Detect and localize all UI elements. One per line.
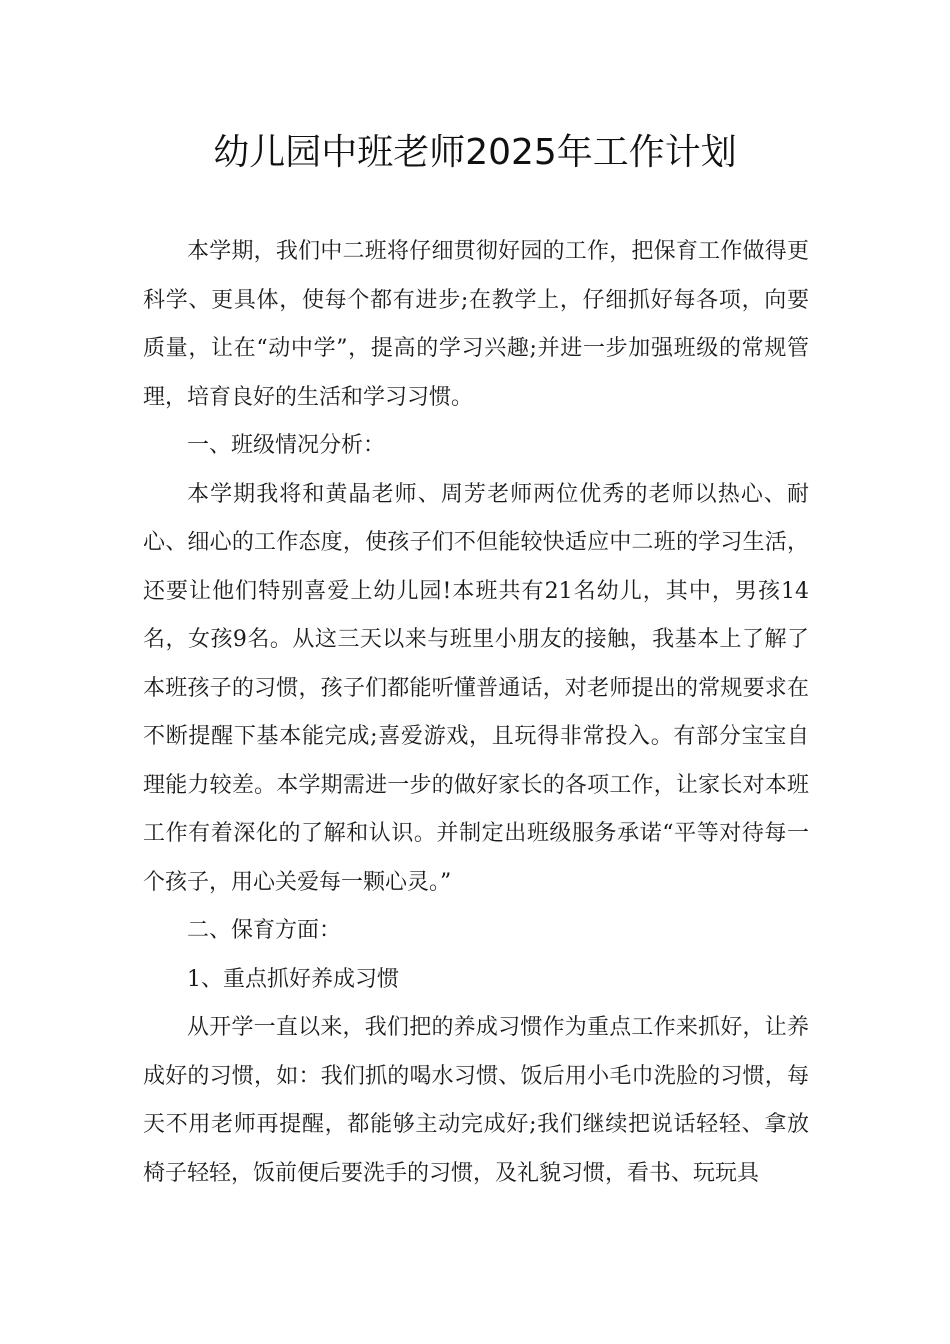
subheading-habits: 1、重点抓好养成习惯 <box>187 966 399 992</box>
paragraph-habits: 从开学一直以来，我们把的养成习惯作为重点工作来抓好，让养成好的习惯，如：我们抓的喝水习惯、饭后用小毛巾洗脸的习惯，每天不用老师再提醒，都能够主动完成好;我们继续把说话轻轻、拿放椅子轻轻，饭前便后要洗手的习惯，及礼貌习惯，看书、玩玩具 <box>143 1015 809 1186</box>
document-body <box>143 228 809 1198</box>
paragraph-class-analysis: 本学期我将和黄晶老师、周芳老师两位优秀的老师以热心、耐心、细心的工作态度，使孩子们不但能较快适应中二班的学习生活，还要让他们特别喜爱上幼儿园!本班共有21名幼儿，其中，男孩14名，女孩9名。从这三天以来与班里小朋友的接触，我基本上了解了本班孩子的习惯，孩子们都能听懂普通话，对老师提出的常规要求在不断提醒下基本能完成;喜爱游戏，且玩得非常投入。有部分宝宝自理能力较差。本学期需进一步的做好家长的各项工作，让家长对本班工作有着深化的了解和认识。并制定出班级服务承诺“平等对待每一个孩子，用心关爱每一颗心灵。” <box>143 481 809 895</box>
section-heading-care: 二、保育方面： <box>187 918 342 943</box>
paragraph-intro: 本学期，我们中二班将仔细贯彻好园的工作，把保育工作做得更科学、更具体，使每个都有进步;在教学上，仔细抓好每各项，向要质量，让在“动中学”，提高的学习兴趣;并进一步加强班级的常规管理，培育良好的生活和学习习惯。 <box>143 239 809 410</box>
section-heading-class-analysis: 一、班级情况分析： <box>187 433 386 458</box>
document-title: 幼儿园中班老师2025年工作计划 <box>213 132 737 173</box>
